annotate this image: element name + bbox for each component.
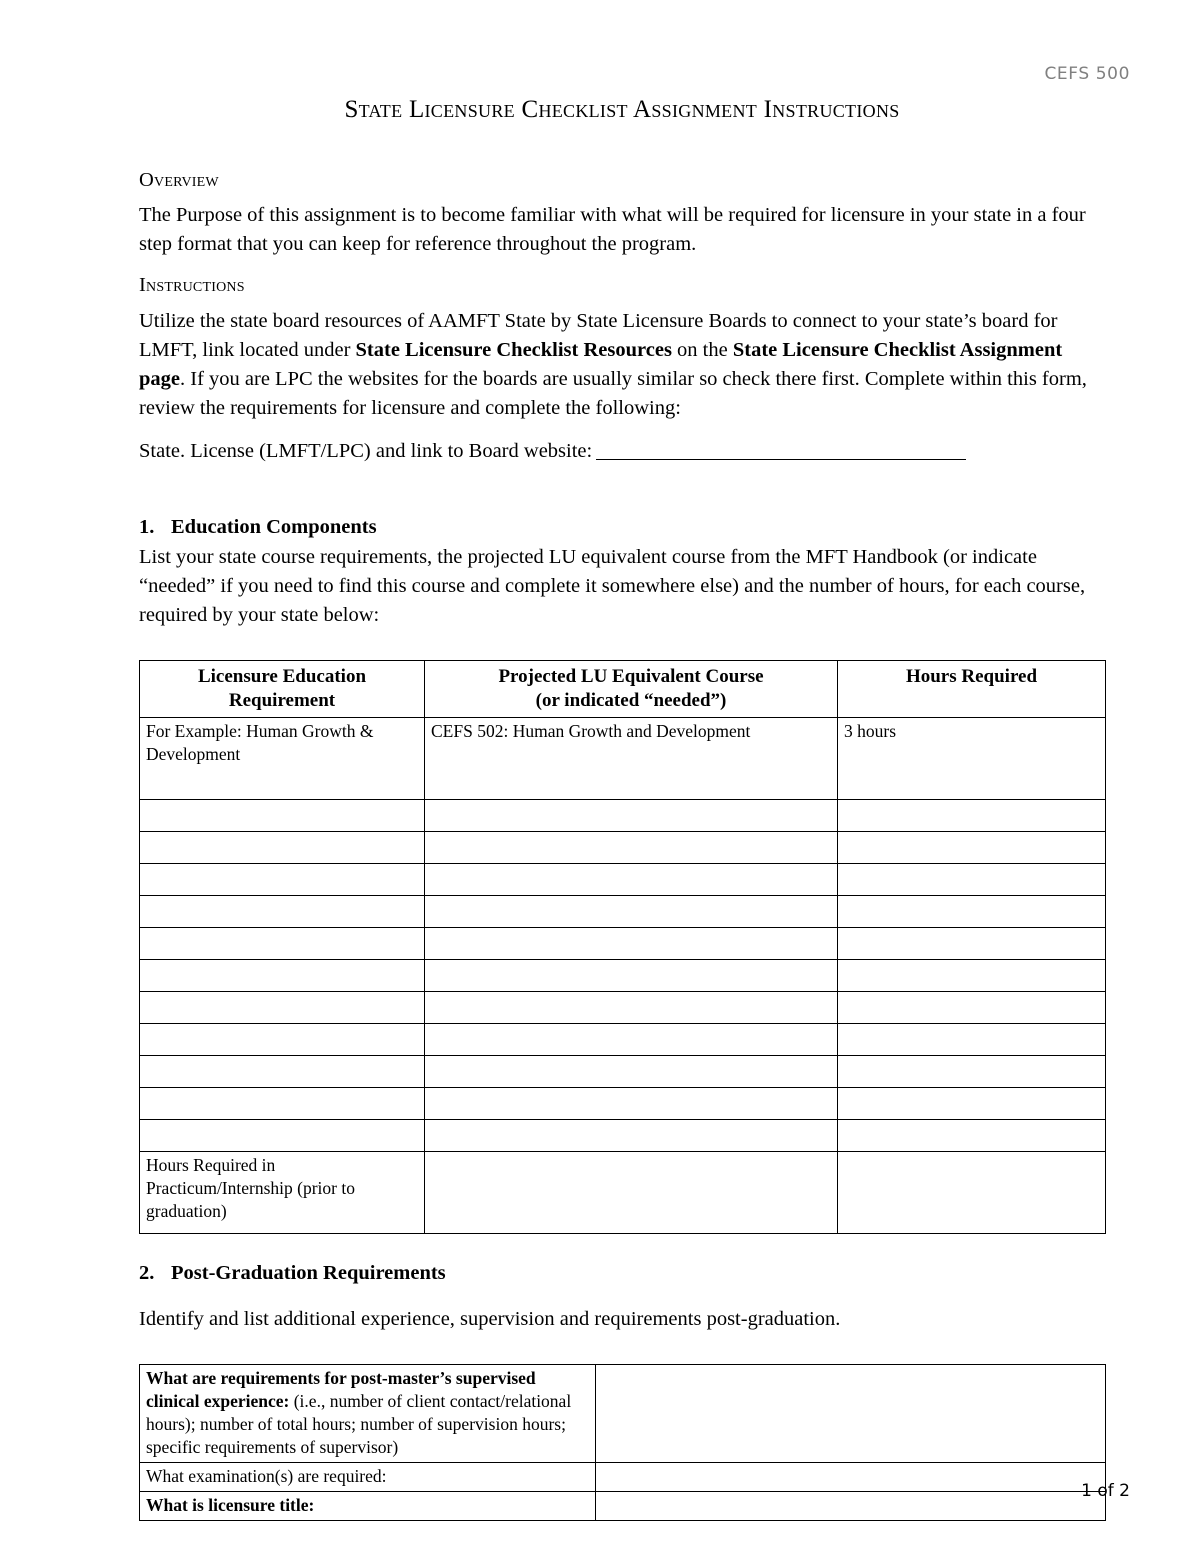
table-row [140,1119,1106,1151]
cell-hours[interactable] [838,831,1106,863]
state-license-label: State. License (LMFT/LPC) and link to Board website: [139,440,593,463]
cell-course[interactable] [425,831,838,863]
cell-course[interactable] [425,895,838,927]
section1-title: Education Components [171,516,377,539]
cell-hours[interactable] [838,991,1106,1023]
cell-value-examinations[interactable] [596,1463,1106,1492]
cell-course[interactable] [425,863,838,895]
document-content [139,96,1105,1521]
cell-hours[interactable] [838,1119,1106,1151]
post-graduation-requirements-table [139,1364,1106,1522]
cell-requirement[interactable] [140,1023,425,1055]
cell-requirement[interactable] [140,991,425,1023]
education-components-table [139,660,1106,1234]
cell-hours[interactable] [838,959,1106,991]
table-row [140,991,1106,1023]
cell-requirement[interactable] [140,927,425,959]
table-row [140,831,1106,863]
board-website-blank-field[interactable] [596,459,966,460]
table-row [140,799,1106,831]
cell-value-licensure-title[interactable] [596,1492,1106,1521]
table-row [140,863,1106,895]
section2-title: Post-Graduation Requirements [171,1261,446,1284]
spacer [139,1234,1105,1260]
column-header-line2: (or indicated “needed”) [535,690,727,712]
label-bold-text: What are requirements for post-master’s supervised clinical experience: [146,1367,536,1411]
column-header-projected-lu-equivalent-course [425,661,838,718]
education-components-table-body [140,717,1106,1233]
column-header-line1: Projected LU Equivalent Course [498,666,764,688]
cell-hours[interactable] [838,1087,1106,1119]
cell-course[interactable] [425,927,838,959]
cell-requirement[interactable] [140,799,425,831]
cell-course[interactable] [425,1055,838,1087]
cell-hours[interactable] [838,1023,1106,1055]
table-row-examinations [140,1463,1106,1492]
spacer [139,1348,1105,1364]
spacer [139,1289,1105,1305]
table-row [140,895,1106,927]
section2-paragraph: Identify and list additional experience, supervision and requirements post-graduation. [139,1307,841,1330]
spacer [139,480,1105,514]
table-row-licensure-title [140,1492,1106,1521]
state-license-line [139,437,1105,466]
label-sub-text: (i.e., number of client contact/relational hours); number of total hours; number of supervision hours; specific requirements of supervisor) [146,1390,572,1457]
cell-requirement[interactable] [140,1087,425,1119]
column-header-line1: Hours Required [905,666,1038,688]
cell-label-supervised-experience [140,1364,596,1462]
cell-requirement[interactable] [140,1119,425,1151]
cell-hours[interactable]: 3 hours [838,717,1106,799]
page-number-footer: 1 of 2 [1081,1481,1130,1501]
cell-course[interactable] [425,1151,838,1233]
cell-requirement[interactable]: For Example: Human Growth & Development [140,717,425,799]
cell-requirement[interactable] [140,895,425,927]
cell-hours[interactable] [838,863,1106,895]
cell-course[interactable] [425,1119,838,1151]
column-header-line2: Requirement [228,690,336,712]
cell-hours[interactable] [838,1151,1106,1233]
cell-requirement[interactable] [140,959,425,991]
cell-course[interactable] [425,959,838,991]
table-header-row [140,661,1106,718]
instructions-text-part2: on the [671,339,733,362]
instructions-text-part3: . If you are LPC the websites for the boards are usually similar so check there first. Complete within this form, review the requirements for licensure and complete the following: [139,368,1087,420]
cell-hours[interactable] [838,895,1106,927]
cell-course[interactable]: CEFS 502: Human Growth and Development [425,717,838,799]
column-header-line1: Licensure Education [197,666,367,688]
overview-heading: Overview [139,168,219,191]
section1-heading [139,514,1105,541]
cell-course[interactable] [425,1023,838,1055]
cell-label-licensure-title: What is licensure title: [140,1492,596,1521]
column-header-licensure-education-requirement [140,661,425,718]
page-title: State Licensure Checklist Assignment Instructions [344,96,900,123]
table-row [140,927,1106,959]
table-row [140,1023,1106,1055]
table-row-practicum-hours [140,1151,1106,1233]
section1-paragraph: List your state course requirements, the projected LU equivalent course from the MFT Handbook (or indicate “needed” if you need to find this course and complete it somewhere else) and the number of hours, for each course, required by your state below: [139,546,1086,627]
table-row [140,959,1106,991]
cell-course[interactable] [425,991,838,1023]
section2-heading [139,1260,1105,1287]
spacer [139,644,1105,660]
cell-hours[interactable] [838,799,1106,831]
cell-requirement[interactable] [140,1055,425,1087]
cell-value-supervised-experience[interactable] [596,1364,1106,1462]
cell-requirement[interactable]: Hours Required in Practicum/Internship (prior to graduation) [140,1151,425,1233]
section2-number: 2. [139,1261,155,1284]
cell-requirement[interactable] [140,863,425,895]
instructions-paragraph [139,307,1105,423]
cell-hours[interactable] [838,1055,1106,1087]
cell-hours[interactable] [838,927,1106,959]
table-row-example [140,717,1106,799]
overview-paragraph: The Purpose of this assignment is to become familiar with what will be required for licensure in your state in a four step format that you can keep for reference throughout the program. [139,204,1086,256]
cell-course[interactable] [425,1087,838,1119]
running-header-course-code: CEFS 500 [1044,64,1130,84]
cell-label-examinations: What examination(s) are required: [140,1463,596,1492]
instructions-bold-resources: State Licensure Checklist Resources [355,339,672,362]
table-row [140,1055,1106,1087]
instructions-bold-assignment-page: State Licensure Checklist Assignment page [139,339,1063,391]
cell-course[interactable] [425,799,838,831]
post-graduation-table-body [140,1364,1106,1521]
section1-number: 1. [139,516,155,539]
table-row [140,1087,1106,1119]
cell-requirement[interactable] [140,831,425,863]
instructions-heading: Instructions [139,274,245,297]
instructions-text-part1: Utilize the state board resources of AAMFT State by State Licensure Boards to connect to your state’s board for LMFT, link located under [139,309,1058,362]
table-row-supervised-experience [140,1364,1106,1462]
column-header-hours-required [838,661,1106,718]
